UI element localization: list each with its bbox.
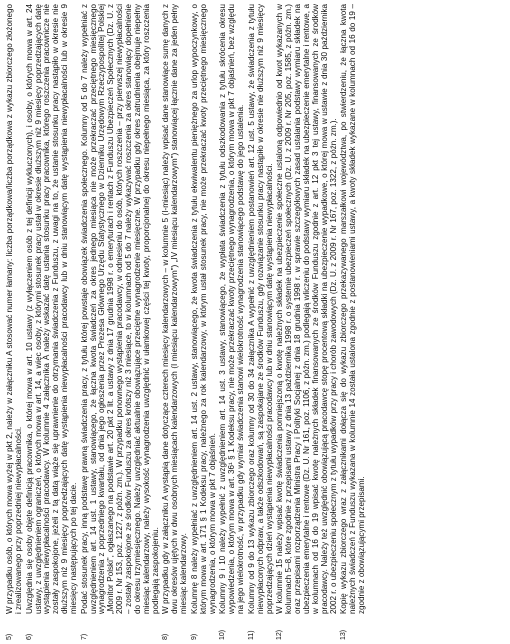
footnote-5 (6, 4, 24, 640)
footnote-text: Kolumny 9 i 10 należy wypełnić z uwzględnieniem art. 14 ust. 3 ustawy, stanowiącego, że wypłata świadczenia z tytułu odszkodowania z tytułu skrócenia okresu wypowiedzenia, o którym mowa w art. 36¹ § 1 Kodeksu pracy, nie może przekraczać kwoty przeciętnego wynagrodzenia, o którym mowa w pkt 7 objaśnień, bez względu na jego wielokrotność, w przypadku gdy wymiar świadczenia stanowi wielokrotność wynagrodzenia stanowiącego podstawę do jego ustalenia. (218, 4, 246, 614)
footnote-number: 12) (276, 629, 284, 640)
footnote-number: 9) (190, 633, 198, 640)
footnote-7 (81, 4, 161, 640)
footnote-8 (162, 4, 189, 640)
footnote-number: 10) (219, 629, 227, 640)
footnote-text: Kopię wykazu zbiorczego wraz z załącznikami dołącza się do wykazu zbiorczego przekazywanego marszałkowi województwa, po stwierdzeniu, że łączna kwota należnych świadczeń z Funduszu wykazana w kolumnie 14 została ustalona zgodnie z postanowieniami ustawy, a kwoty składek wykazane w kolumnach od 16 do 19 – zgodnie z obowiązującymi przepisami. (339, 4, 367, 614)
footnote-13 (340, 4, 367, 640)
footnote-number: 8) (162, 633, 170, 640)
footnote-9 (191, 4, 218, 640)
footnote-number: 5) (6, 633, 13, 640)
footnote-number: 7) (80, 633, 88, 640)
footnote-text: W kolumnie 15 należy wpisać kwotę świadczenia pomniejszoną o kwotę należnych składek na ubezpieczenie społeczne ustaloną odpowiednio od kwot wykazanych w kolumnach 5–8, które zgodnie z przepisami ustawy z dnia 13 października 1998 r. o systemie ubezpieczeń społecznych (Dz. U. z 2009 r. Nr 205, poz. 1585, z późn. zm.) oraz przepisami rozporządzenia Ministra Pracy i Polityki Socjalnej z dnia 18 grudnia 1998 r. w sprawie szczegółowych zasad ustalania podstawy wymiaru składek na ubezpieczenia emerytalne i rentowe (Dz. U. Nr 161, poz. 1106, z późn. zm.) podlegają wliczeniu do podstawy wymiaru składek na ubezpieczenie emerytalne i rentowe, a w kolumnach od 16 do 19 wpisać kwotę należnych składek finansowanych ze środków Funduszu zgodnie z art. 12 pkt 3 tej ustawy, finansowanych ze środków pracodawcy. Należy też uwzględnić obowiązującą pracodawcę stopę procentową składki na ubezpieczenie wypadkowe, o której mowa w ustawie z dnia 30 października 2002 r. o ubezpieczeniu społecznym z tytułu wypadków przy pracy i chorób zawodowych (Dz. U. z 2009 r. Nr 167, poz. 1322, z późn. zm.). (275, 4, 338, 614)
footnote-text: W przypadku osób, o których mowa wyżej w pkt 2, należy w załączniku A stosować numer łamany: liczba porządkowa/liczba porządkowa z wykazu zbiorczego złożonego i zrealizowanego przy poprzedniej niewypłacalności. (5, 4, 23, 614)
footnote-number: 13) (340, 629, 348, 640)
footnote-text: Kolumnę 8 należy wypełniać z uwzględnieniem art. 14 ust. 2 ustawy, stanowiącego, że kwota świadczenia z tytułu ekwiwalentu pieniężnego za urlop wypoczynkowy, o którym mowa w art. 171 § 1 Kodeksu pracy, należnego za rok kalendarzowy, w którym ustał stosunek pracy, nie może przekraczać kwoty przeciętnego miesięcznego wynagrodzenia, o którym mowa w pkt 7 objaśnień. (189, 4, 217, 614)
footnote-number: 6) (25, 633, 33, 640)
footnote-11 (248, 4, 275, 640)
footnote-text: W przypadku gdy w załączniku A wystąpią dane dotyczące czterech miesięcy kalendarzowych – w kolumnie 5 (I-miesiąc) należy wpisać dane stanowiące sumę danych z dwu okresów ujętych w dwu osobnych miesiącach kalendarzowych (I miesiącu kalendarzowym") „IV miesiącu kalendarzowym") stanowiącej łącznie dane za jeden pełny miesiąc kalendarzowy. (161, 4, 189, 614)
footnote-6 (26, 4, 79, 640)
footnote-12 (276, 4, 338, 640)
footnote-text: Uwzględnia się osoby objęte definicją pracownika, o której mowa w art. 10 ustawy (z wyłączeniem osób z tej definicji wykluczonych), i osoby, o których mowa w art. 24 ustawy, z uwzględnieniem ograniczeń, o których mowa w art. 14, a więc osoby, z którymi stosunek pracy ustał w okresie dłuższym niż 9 miesięcy poprzedzających datę wystąpienia niewypłacalności pracodawcy. W kolumnie 4 załącznika A należy wskazać datę ustania stosunku pracy pracownika, którego roszczenia pracownicze nie zostały zaspokojone, jeżeli z tą datą wiąże się uprawnienie do otrzymania świadczenia z Funduszu, z uwagi na to, że ustanie stosunku pracy nastąpiło w okresie nie dłuższym niż 9 miesięcy poprzedzających datę wystąpienia niewypłacalności pracodawcy lub w dniu stanowiącym datę wystąpienia niewypłacalności lub w okresie 9 miesięcy następujących po tej dacie. (24, 4, 78, 614)
footnote-text: Kolumny od 9 do 13 wykazu zbiorczego oraz kolumny od 30 do 34 załącznika A wypełnić z uwzględnieniem postanowień art. 12 ust. 5 ustawy, że świadczenia z tytułu niewypłaconych odpraw, a także odszkodowań, są zaspokajane ze środków Funduszu, gdy rozwiązanie stosunku pracy nastąpiło w okresie nie dłuższym niż 9 miesięcy poprzedzających dzień wystąpienia niewypłacalności pracodawcy lub w dniu stanowiącym datę wystąpienia niewypłacalności. (246, 4, 274, 614)
footnote-text: Podać stosunek pracy, inną podstawę prawną świadczenia pracy, z tytułu której powstaje obowiązek świadczenia społecznego. Kolumny od 5 do 7 należy wypełniać z uwzględnieniem art. 14 ust. 1 ustawy, stanowiącego, że łączna kwota świadczeń za okres jednego miesiąca nie może przekraczać przeciętnego miesięcznego wynagrodzenia z poprzedniego kwartału, od dnia jego ogłoszenia przez Prezesa Głównego Urzędu Statystycznego w Dzienniku Urzędowym Rzeczypospolitej Polskiej „Monitor Polski”, ogłaszanego na podstawie art. 20 pkt 2 lit. a ustawy z dnia 17 grudnia 1998 r. o emeryturach i rentach z Funduszu Ubezpieczeń Społecznych (Dz. U. z 2009 r. Nr 153, poz. 1227, z późn. zm.). W przypadku ponownego wystąpienia pracodawcy, w odniesieniu do osób, których roszczenia – przy pierwszej niewypłacalności – zostały zaspokojone ze środków Funduszu za okres krótszy niż 3 miesiące, to w kolumnach od 5 do 7 należy wykazywać roszczenia za okres stanowiący dopełnienie do okresu trzymiesięcznego. Należy uwzględniać aktualnie obowiązujące przeciętne wynagrodzenie miesięczne. W przypadku gdy okres zatrudnienia obejmuje niepełny miesiąc kalendarzowy, należy wysokość wynagrodzenia uwzględnić w ułamkowej części tej kwoty, proporcjonalnej do okresu niepełnego miesiąca, za który roszczenia podlegają zaspokojeniu. (79, 4, 160, 614)
footnote-number: 11) (247, 630, 255, 640)
footnotes-block (6, 4, 367, 640)
footnote-10 (219, 4, 246, 640)
